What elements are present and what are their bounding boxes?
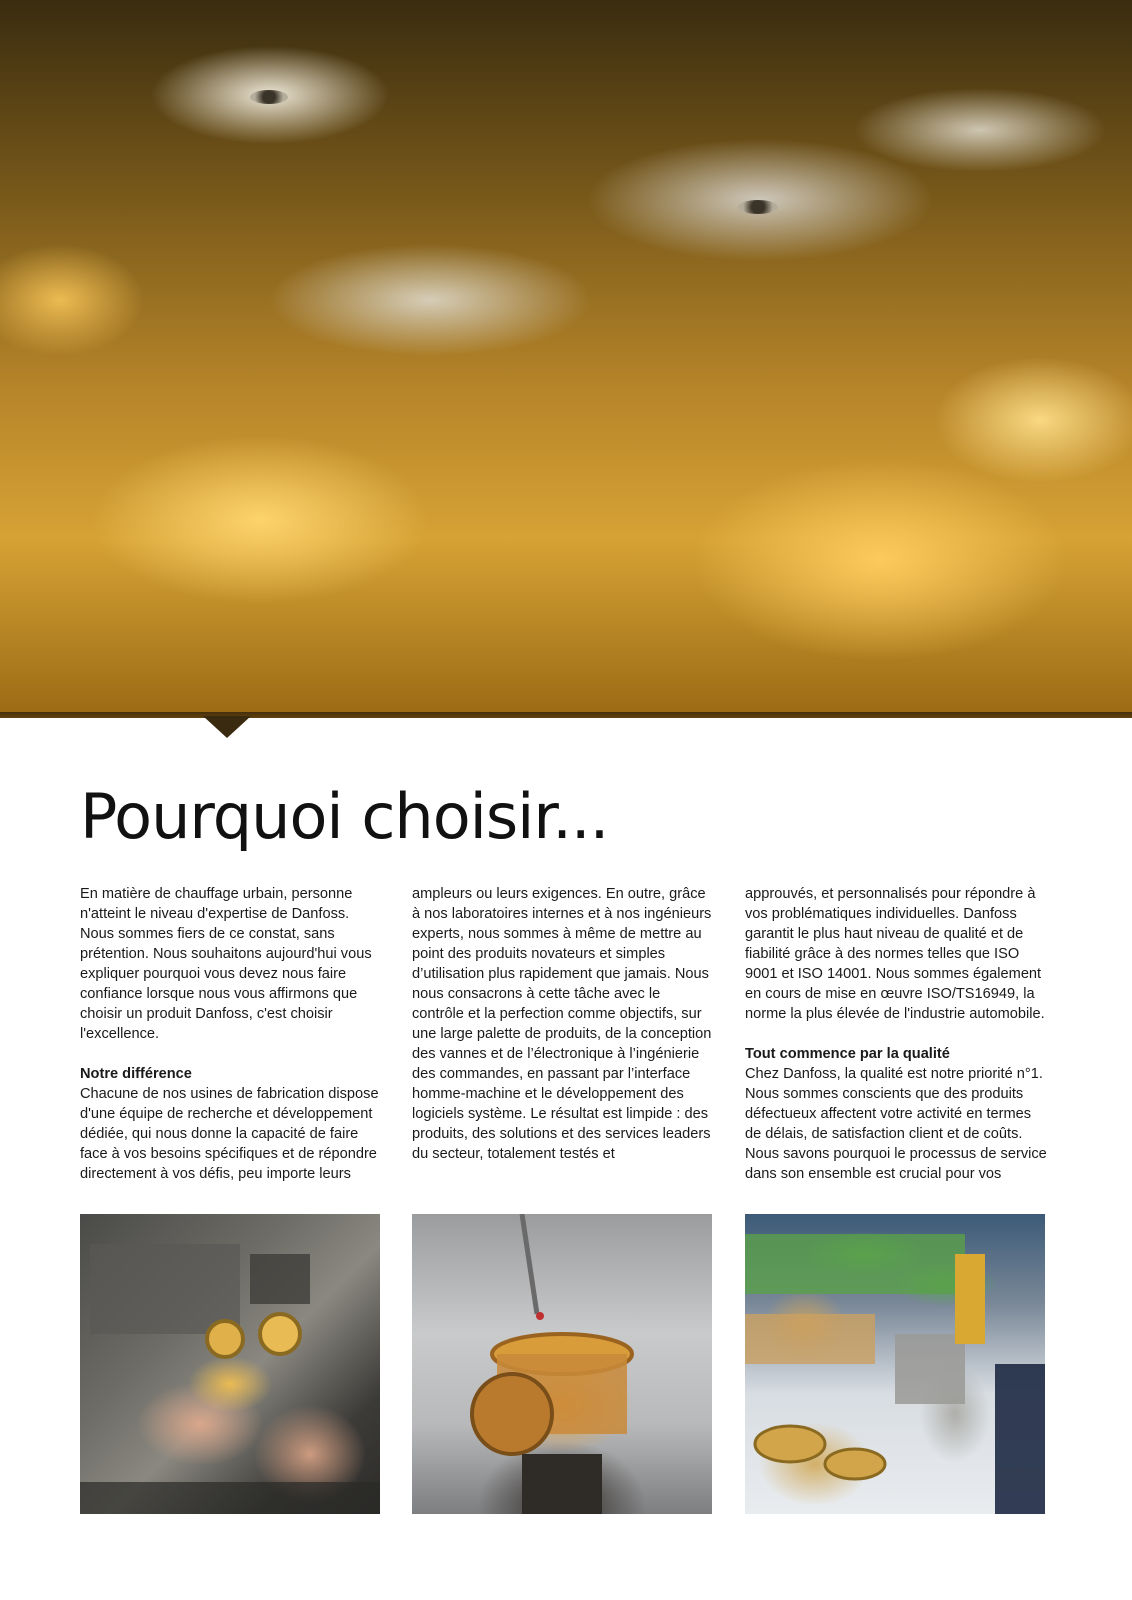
section-heading-difference: Notre différence [80,1066,192,1082]
hero-notch-marker [203,716,251,738]
hero-disc-hole [250,90,288,104]
page-title: Pourquoi choisir... [80,780,609,853]
intro-paragraph: En matière de chauffage urbain, personne n'atteint le niveau d'expertise de Danfoss. Nous sommes fiers de ce constat, sans prétention. Nous souhaitons aujourd'hui vous expliquer pourquoi vous devez nous faire confiance lorsque nous vous affirmons que choisir un produit Danfoss, c'est choisir l'excellence. [80,886,372,1042]
hands-assembling-part-photo [80,1214,380,1514]
brass-valve-testing-photo [412,1214,712,1514]
text-column-2 [412,884,716,1164]
continuation-paragraph: ampleurs ou leurs exigences. En outre, grâce à nos laboratoires internes et à nos ingénieurs experts, nous sommes à même de mettre au point des produits novateurs et simples d’utilisation plus rapidement que jamais. Nous nous consacrons à cette tâche avec le contrôle et la perfection comme objectifs, sur une large palette de produits, de la conception des vannes et de l’électronique à l’ingénierie des commandes, en passant par l’interface homme-machine et le développement des logiciels système. Le résultat est limpide : des produits, des solutions et des services leaders du secteur, totalement testés et [412,886,712,1162]
factory-workstation-photo [745,1214,1045,1514]
standards-paragraph: approuvés, et personnalisés pour répondre à vos problématiques individuelles. Danfoss garantit le plus haut niveau de qualité et de fiabilité grâce à des normes telles que ISO 9001 et ISO 14001. Nous sommes également en cours de mise en œuvre ISO/TS16949, la norme la plus élevée de l'industrie automobile. [745,886,1045,1022]
section-heading-quality: Tout commence par la qualité [745,1046,950,1062]
hero-photo [0,0,1132,718]
photo-valve-test [412,1214,712,1514]
difference-paragraph: Chacune de nos usines de fabrication dispose d'une équipe de recherche et développement dédiée, qui nous donne la capacité de faire face à vos besoins spécifiques et de répondre directement à vos défis, peu importe leurs [80,1086,379,1182]
photo-assembly [80,1214,380,1514]
text-column-1 [80,884,384,1184]
quality-paragraph: Chez Danfoss, la qualité est notre priorité n°1. Nous sommes conscients que des produits défectueux affectent votre activité en termes de délais, de satisfaction client et de coûts. Nous savons pourquoi le processus de service dans son ensemble est crucial pour vos [745,1066,1047,1182]
hero-disc-hole [738,200,778,214]
photo-workstation [745,1214,1045,1514]
hero-bottom-edge [0,712,1132,718]
text-column-3 [745,884,1049,1184]
